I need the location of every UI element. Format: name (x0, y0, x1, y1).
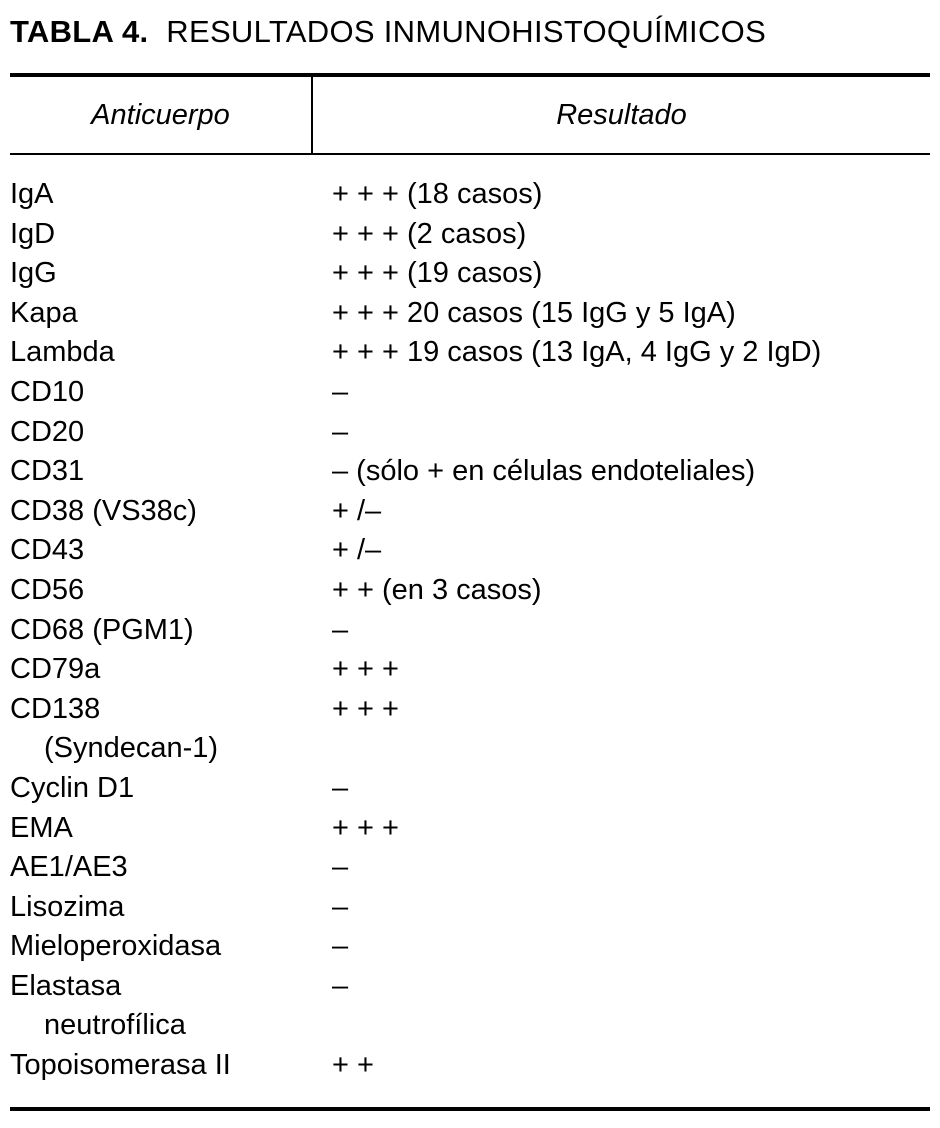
table-row (10, 373, 930, 413)
header-antibody: Anticuerpo (91, 99, 230, 131)
table-bottom-rule (10, 1107, 930, 1111)
antibody-name: CD43 (10, 534, 85, 567)
table-row (10, 690, 930, 769)
antibody-name: Lisozima (10, 890, 125, 923)
antibody-cell (10, 809, 332, 849)
antibody-name: Topoisomerasa II (10, 1049, 231, 1082)
antibody-cell (10, 848, 332, 888)
antibody-cell (10, 690, 332, 769)
result-cell: + /– (332, 494, 382, 527)
result-cell: + + (en 3 casos) (332, 573, 542, 606)
result-cell: – (332, 851, 349, 884)
header-bottom-rule (10, 153, 930, 155)
result-cell: + + (332, 1049, 374, 1082)
table-label: TABLA 4. (10, 14, 149, 49)
table-row (10, 571, 930, 611)
antibody-cell (10, 175, 332, 215)
antibody-name: CD56 (10, 573, 85, 606)
antibody-name: IgA (10, 178, 54, 210)
table-row (10, 848, 930, 888)
antibody-cell (10, 294, 332, 334)
antibody-cell (10, 333, 332, 373)
antibody-name: EMA (10, 811, 73, 844)
antibody-name: IgG (10, 257, 57, 290)
antibody-name: CD79a (10, 653, 101, 686)
result-cell: + + + (18 casos) (332, 178, 543, 210)
antibody-cell (10, 769, 332, 809)
result-cell: + + + (332, 811, 399, 844)
antibody-name-continuation: (Syndecan-1) (44, 732, 219, 765)
result-cell: + + + (2 casos) (332, 217, 527, 250)
antibody-name: CD38 (VS38c) (10, 494, 197, 527)
table-row (10, 294, 930, 334)
result-cell: + + + (19 casos) (332, 257, 543, 290)
antibody-name: Cyclin D1 (10, 771, 135, 804)
antibody-name: Lambda (10, 336, 115, 369)
antibody-name: IgD (10, 217, 56, 250)
antibody-name: CD68 (PGM1) (10, 613, 194, 646)
antibody-name: CD20 (10, 415, 85, 448)
result-cell: – (sólo + en células endoteliales) (332, 455, 756, 488)
result-cell: – (332, 890, 349, 923)
antibody-cell (10, 215, 332, 255)
result-cell: + + + (332, 692, 399, 725)
antibody-cell (10, 254, 332, 294)
antibody-name: CD10 (10, 375, 85, 408)
antibody-name-continuation: neutrofílica (44, 1009, 186, 1042)
table-row (10, 452, 930, 492)
result-cell: + + + (332, 653, 399, 686)
antibody-name: CD138 (10, 692, 101, 725)
antibody-cell (10, 413, 332, 453)
table-row (10, 333, 930, 373)
result-cell: – (332, 930, 349, 963)
antibody-name: Mieloperoxidasa (10, 930, 222, 963)
table-row (10, 611, 930, 651)
table-row (10, 650, 930, 690)
table-row (10, 492, 930, 532)
result-cell: + + + 19 casos (13 IgA, 4 IgG y 2 IgD) (332, 336, 822, 369)
header-result: Resultado (556, 99, 687, 131)
antibody-cell (10, 888, 332, 928)
table-title (10, 14, 766, 50)
table-row (10, 175, 930, 215)
table-row (10, 769, 930, 809)
antibody-cell (10, 492, 332, 532)
antibody-cell (10, 571, 332, 611)
table-row (10, 888, 930, 928)
result-cell: + + + 20 casos (15 IgG y 5 IgA) (332, 296, 736, 329)
result-cell: – (332, 771, 349, 804)
antibody-cell (10, 967, 332, 1046)
antibody-name: CD31 (10, 455, 85, 488)
table-row (10, 215, 930, 255)
antibody-name: Kapa (10, 296, 78, 329)
result-cell: – (332, 415, 349, 448)
antibody-name: AE1/AE3 (10, 851, 128, 884)
table-row (10, 531, 930, 571)
antibody-name: Elastasa (10, 969, 122, 1002)
table-row (10, 254, 930, 294)
result-cell: – (332, 969, 349, 1002)
antibody-cell (10, 1046, 332, 1086)
table-row (10, 413, 930, 453)
antibody-cell (10, 452, 332, 492)
table-caption: RESULTADOS INMUNOHISTOQUÍMICOS (166, 14, 767, 49)
antibody-cell (10, 531, 332, 571)
result-cell: – (332, 613, 349, 646)
result-cell: + /– (332, 534, 382, 567)
table-row (10, 1046, 930, 1086)
antibody-cell (10, 611, 332, 651)
antibody-cell (10, 373, 332, 413)
table-body (10, 175, 930, 1086)
table-row (10, 809, 930, 849)
antibody-cell (10, 927, 332, 967)
result-cell: – (332, 375, 349, 408)
table-row (10, 967, 930, 1046)
antibody-cell (10, 650, 332, 690)
table-row (10, 927, 930, 967)
